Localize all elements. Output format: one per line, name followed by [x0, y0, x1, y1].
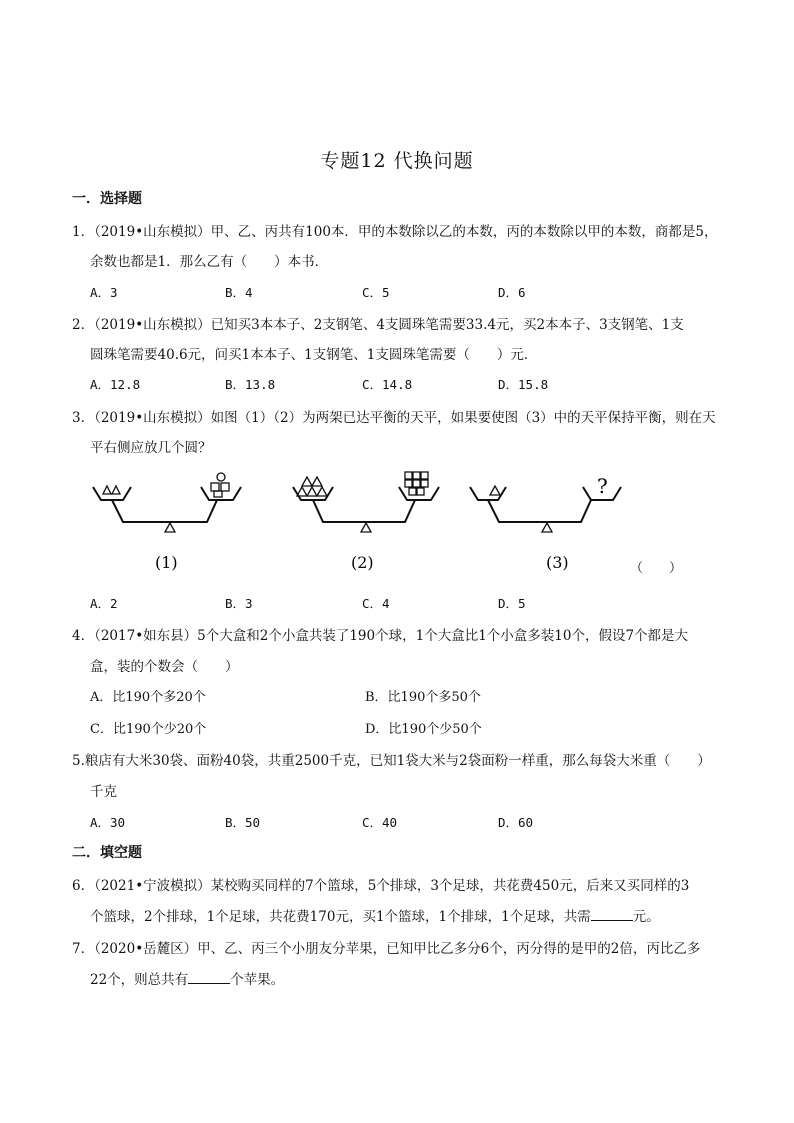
q5-option-c: C．40: [362, 815, 398, 830]
q1-text-line2: 余数也都是1．那么乙有（ ）本书．: [90, 254, 329, 270]
q2-option-b: B．13.8: [225, 377, 276, 392]
balance-figure: [85, 462, 665, 577]
figure-label-1: (1): [155, 553, 178, 572]
q1-option-c: C．5: [362, 285, 390, 300]
q4-text-line2: 盒，装的个数会（ ）: [90, 659, 239, 675]
q3-option-a: A．2: [90, 596, 118, 611]
q5-text-line1: 5.粮店有大米30袋、面粉40袋，共重2500千克，已知1袋大米与2袋面粉一样重，那么每袋大米重（ ）: [72, 753, 711, 769]
section-heading-choice: 一．选择题: [72, 191, 142, 207]
q5-text-line2: 千克: [90, 784, 117, 800]
q1-option-d: D．6: [498, 285, 526, 300]
question-mark: ?: [597, 474, 608, 498]
figure-label-3: (3): [546, 553, 569, 572]
q6-answer-blank[interactable]: [591, 908, 633, 921]
q3-option-b: B．3: [225, 596, 253, 611]
q7-text-line2: [90, 968, 284, 988]
q1-option-b: B．4: [225, 285, 253, 300]
section-heading-fill: 二．填空题: [72, 845, 142, 861]
q2-text-line2: 圆珠笔需要40.6元，问买1本本子、1支钢笔、1支圆珠笔需要（ ）元．: [90, 347, 538, 363]
q5-option-a: A．30: [90, 815, 126, 830]
q2-text-line1: 2．（2019•山东模拟）已知买3本本子、2支钢笔、4支圆珠笔需要33.4元，买2本本子、3支钢笔、1支: [72, 317, 684, 333]
q3-text-line2: 平右侧应放几个圆？: [90, 440, 212, 456]
q2-option-c: C．14.8: [362, 377, 413, 392]
q5-option-b: B．50: [225, 815, 261, 830]
q3-option-d: D．5: [498, 596, 526, 611]
q4-option-d: D．比190个少50个: [365, 722, 482, 737]
q7-text-line1: 7．（2020•岳麓区）甲、乙、丙三个小朋友分苹果，已知甲比乙多分6个，丙分得的是甲的2倍，丙比乙多: [72, 941, 701, 957]
q4-option-a: A．比190个多20个: [90, 690, 206, 705]
q7-answer-blank[interactable]: [188, 971, 230, 984]
q7-text-line2-part2: 个苹果。: [230, 972, 285, 988]
q3-text-line1: 3．（2019•山东模拟）如图（1）（2）为两架已达平衡的天平，如果要使图（3）中的天平保持平衡，则在天: [72, 410, 716, 426]
q3-option-c: C．4: [362, 596, 390, 611]
q5-option-d: D．60: [498, 815, 534, 830]
q6-text-line2-part1: 个篮球，2个排球，1个足球，共花费170元，买1个篮球，1个排球，1个足球，共需: [90, 909, 591, 925]
figure-label-2: (2): [351, 553, 374, 572]
q2-option-d: D．15.8: [498, 377, 549, 392]
q4-option-b: B．比190个多50个: [365, 690, 481, 705]
q4-option-c: C．比190个少20个: [90, 722, 207, 737]
q6-text-line2: [90, 905, 660, 925]
q6-text-line2-part2: 元。: [632, 909, 660, 925]
q4-text-line1: 4．（2017•如东县）5个大盒和2个小盒共装了190个球，1个大盒比1个小盒多装10个，假设7个都是大: [72, 628, 689, 644]
q6-text-line1: 6．（2021•宁波模拟）某校购买同样的7个篮球，5个排球，3个足球，共花费450元，后来又买同样的3: [72, 878, 690, 894]
q1-option-a: A．3: [90, 285, 118, 300]
q1-text-line1: 1．（2019•山东模拟）甲、乙、丙共有100本．甲的本数除以乙的本数，丙的本数除以甲的本数，商都是5，: [72, 224, 718, 240]
q3-answer-paren: （ ）: [630, 561, 683, 576]
q2-option-a: A．12.8: [90, 377, 141, 392]
page-title: 专题12 代换问题: [320, 150, 474, 172]
q7-text-line2-part1: 22个，则总共有: [90, 972, 189, 988]
